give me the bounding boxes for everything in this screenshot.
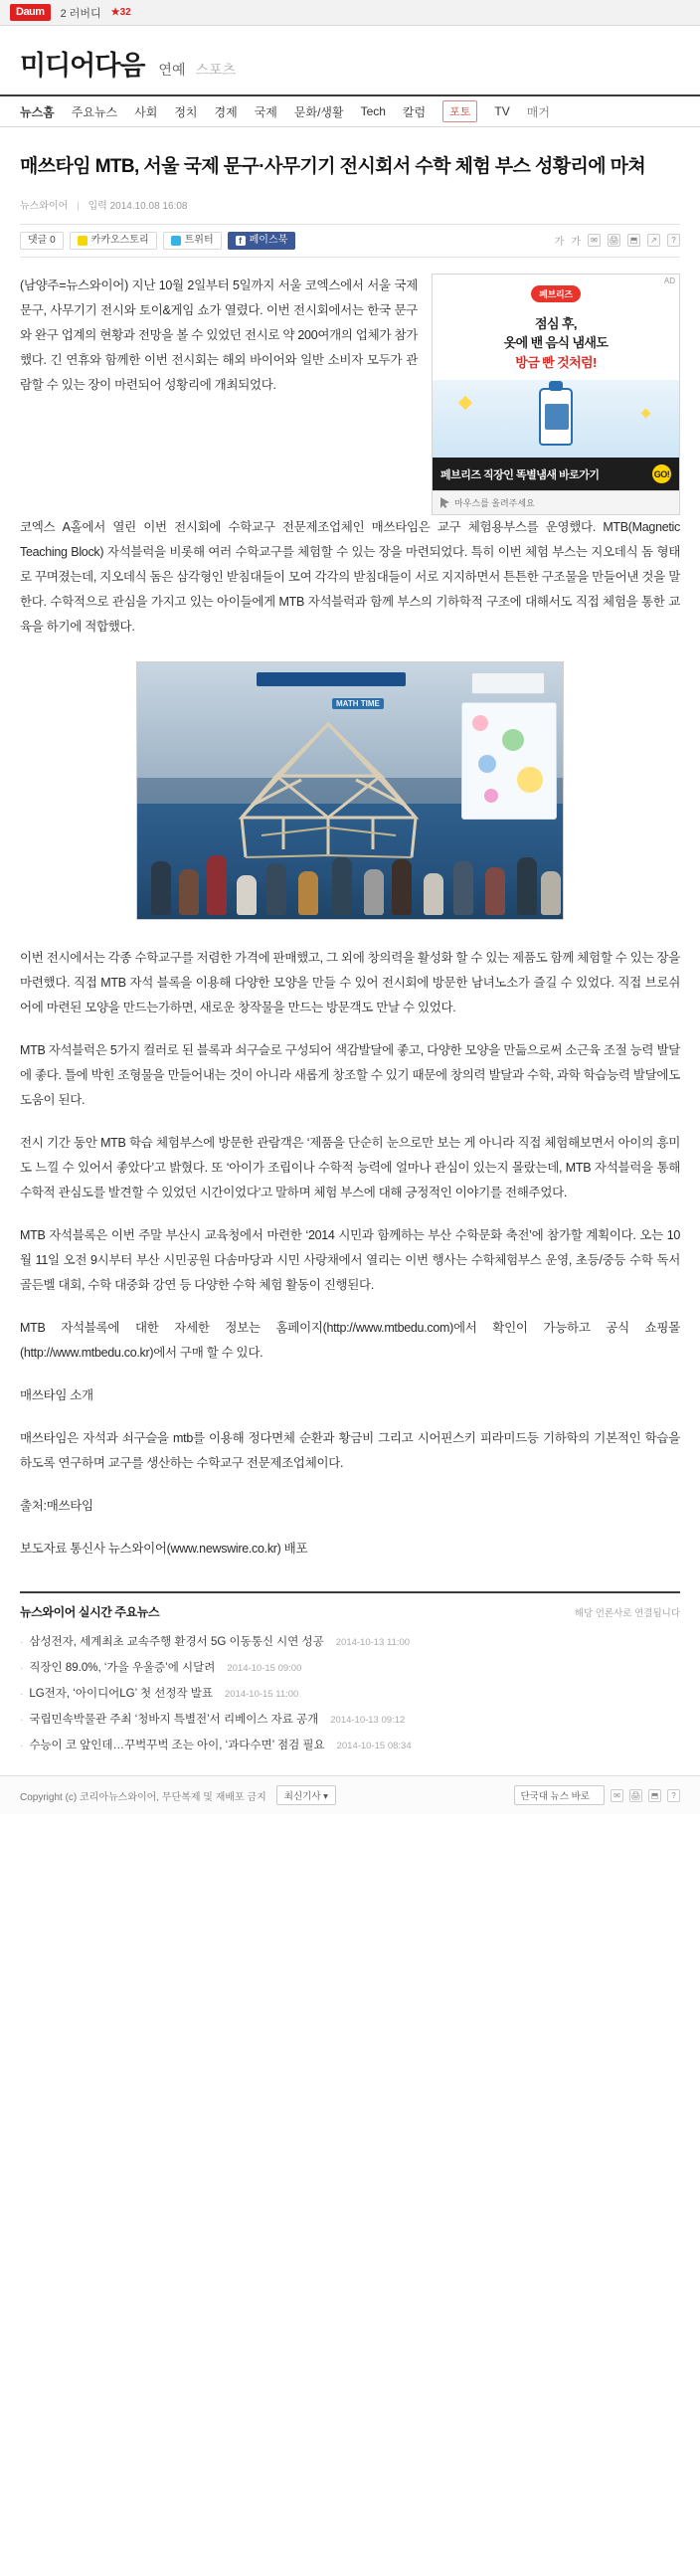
decorative-bubble	[472, 715, 488, 731]
font-smaller-button[interactable]: 가	[554, 237, 565, 249]
sparkle-icon	[458, 396, 472, 410]
top-bar	[0, 0, 700, 26]
print-icon[interactable]: 🖨	[630, 1790, 641, 1800]
section-current[interactable]: 연예	[158, 62, 186, 78]
mail-icon[interactable]: ✉	[588, 234, 601, 247]
font-larger-button[interactable]: 가	[571, 237, 581, 249]
sparkle-icon	[641, 409, 651, 419]
bullet-icon: ·	[20, 1715, 24, 1727]
person-figure	[151, 861, 171, 915]
list-item[interactable]	[20, 1628, 680, 1654]
ad-artwork	[433, 380, 679, 458]
photo-display-panel	[461, 702, 557, 820]
list-item[interactable]	[20, 1654, 680, 1680]
share-tools	[555, 233, 680, 248]
help-icon[interactable]: ?	[667, 234, 680, 247]
topbar-badge: ★32	[110, 7, 131, 18]
comment-button[interactable]: 댓글 0	[20, 232, 64, 250]
byline-published-label: 입력	[88, 200, 107, 212]
ad-go-button[interactable]: GO!	[652, 464, 671, 483]
list-item[interactable]	[20, 1706, 680, 1732]
related-item-text: LG전자, ‘아이디어LG’ 첫 선정작 발표	[29, 1688, 213, 1701]
scrap-icon[interactable]: ⬒	[627, 234, 640, 247]
topbar-link[interactable]: 2 러버디	[60, 7, 101, 20]
nav-item-politics[interactable]: 정치	[174, 104, 198, 119]
person-figure	[332, 857, 352, 915]
advertisement[interactable]	[432, 274, 680, 516]
person-figure	[207, 855, 227, 915]
person-figure	[266, 863, 286, 915]
share-row	[20, 224, 680, 258]
nav-item-international[interactable]: 국제	[254, 104, 277, 119]
main-nav	[0, 94, 700, 127]
daum-logo[interactable]: Daum	[10, 4, 51, 21]
list-item[interactable]	[20, 1680, 680, 1706]
nav-item-society[interactable]: 사회	[134, 104, 158, 119]
bullet-icon: ·	[20, 1741, 24, 1752]
nav-item-newshome[interactable]: 뉴스홈	[20, 104, 55, 119]
share-twitter-button[interactable]	[163, 232, 222, 250]
paragraph: MTB 자석블럭은 5가지 컬러로 된 블록과 쇠구슬로 구성되어 색감발달에 좋고, 다양한 모양을 만듦으로써 소근육 조절 능력 발달에 좋다. 틀에 박힌 조형물을 만들어내는 것이 아니라 새롭게 창조할 수 있기 때문에 창의력 발달과 수학, 과학 학습능력 발달에도 도움이 된다.	[20, 1043, 680, 1108]
ad-label: AD	[663, 276, 675, 285]
person-figure	[453, 861, 473, 915]
person-figure	[298, 871, 318, 915]
page-footer	[0, 1775, 700, 1814]
share-facebook-button[interactable]	[228, 232, 296, 250]
nav-item-topnews[interactable]: 주요뉴스	[71, 104, 118, 119]
ad-headline-line1: 점심 후,	[535, 315, 577, 331]
kakaostory-icon	[78, 236, 88, 246]
article-photo	[20, 661, 680, 920]
nav-item-column[interactable]: 칼럼	[402, 104, 427, 119]
exhibition-booth-photo	[136, 661, 564, 920]
nav-item-photo[interactable]: 포토	[442, 100, 477, 122]
article-body	[20, 258, 680, 1563]
nav-item-culture[interactable]: 문화/생활	[293, 104, 344, 119]
ad-headline-line3: 방금 빤 것처럼!	[515, 354, 597, 370]
help-icon[interactable]: ?	[667, 1789, 680, 1802]
ad-headline	[433, 306, 679, 373]
cursor-icon	[440, 497, 449, 508]
article	[0, 153, 700, 1757]
paragraph: 전시 기간 동안 MTB 학습 체험부스에 방문한 관람객은 ‘제품을 단순히 눈으로만 보는 게 아니라 직접 체험해보면서 아이의 흥미도 느낄 수 있어서 좋았다’고 밝혔다. 또 ‘아이가 조립이나 수학적 능력에 얼마나 관심이 있는지 몰랐는데, MTB 자석블럭을 통해 수학적 관심도를 발견할 수 있었던 시간이었다’고 말하며 체험 부스에 대해 긍정적인 이야기를 전해주었다.	[20, 1136, 680, 1200]
related-item-time: 2014-10-15 09:00	[227, 1663, 302, 1675]
person-figure	[541, 871, 561, 915]
ad-brand-label: 페브리즈	[531, 285, 581, 302]
nav-item-tech[interactable]: Tech	[360, 104, 386, 118]
byline: 뉴스와이어 | 입력 2014.10.08 16:08	[20, 200, 188, 212]
bullet-icon: ·	[20, 1689, 24, 1701]
nav-item-tv[interactable]: TV	[494, 104, 510, 118]
paragraph-distributor: 보도자료 통신사 뉴스와이어(www.newswire.co.kr) 배포	[20, 1542, 308, 1557]
related-item-time: 2014-10-13 09:12	[330, 1715, 406, 1727]
ad-cta-label: 페브리즈 직장인 똑별냄새 바로가기	[440, 468, 600, 481]
related-news	[20, 1591, 680, 1757]
section-alt[interactable]: 스포츠	[195, 62, 237, 78]
ad-footnote	[433, 490, 679, 514]
related-item-time: 2014-10-15 08:34	[336, 1741, 412, 1752]
print-icon[interactable]: 🖨	[609, 236, 619, 246]
scrap-icon[interactable]: ⬒	[648, 1789, 661, 1802]
decorative-bubble	[478, 755, 496, 773]
decorative-bubble	[484, 789, 498, 803]
person-figure	[424, 873, 443, 915]
paragraph: 매쓰타임은 자석과 쇠구슬을 mtb를 이용해 정다면체 순환과 황금비 그리고 시어핀스키 피라미드등 기하학의 기본적인 학습을 하도록 연구하며 교구를 생산하는 수학교구 전문제조업체이다.	[20, 1431, 680, 1471]
share-facebook-label: 페이스북	[249, 234, 288, 246]
paragraph: 코엑스 A홀에서 열린 이번 전시회에 수학교구 전문제조업체인 매쓰타임은 교구 체험용부스를 운영했다. MTB(Magnetic Teaching Block) 자석블럭을 비롯해 여러 수학교구를 체험할 수 있는 장을 마련되었다. 특히 이번 체험 부스는 지오데식 돔 형태로 꾸며졌는데, 지오데식 돔은 삼각형인 받침대들이 모여 각각의 받침대들이 서로 지지하면서 튼튼한 구조물을 만들어낸 것을 말한다. 수학적으로 관심을 가지고 있는 아이들에게 MTB 자석블럭과 함께 부스의 기하학적 구조에 대해서도 직접 체험을 통한 교육을 하기에 적합했다.	[20, 520, 680, 635]
related-news-title: 뉴스와이어 실시간 주요뉴스	[20, 1605, 160, 1620]
nav-item-economy[interactable]: 경제	[214, 104, 238, 119]
nav-item-magazine[interactable]: 매거	[526, 104, 550, 119]
photo-visitors	[137, 825, 563, 919]
person-figure	[485, 867, 505, 915]
paragraph: (남양주=뉴스와이어) 지난 10월 2일부터 5일까지 서울 코엑스에서 서울 국제 문구, 사무기기 전시와 토이&게임 쇼가 열렸다. 이번 전시회에서는 한국 문구와 완구 업계의 현황과 전망을 볼 수 있었던 전시로 약 200여개의 업체가 참가했다. 긴 연휴와 함께한 이번 전시회는 해외 바이어와 일반 소비자 모두가 관람할 수 있는 장이 마련되어 성황리에 개최되었다.	[20, 277, 418, 392]
related-item-time: 2014-10-13 11:00	[335, 1637, 411, 1649]
ad-cta[interactable]	[433, 458, 679, 490]
person-figure	[179, 869, 199, 915]
bullet-icon: ·	[20, 1663, 24, 1675]
paragraph-source: 출처:매쓰타임	[20, 1499, 93, 1514]
copyright-text: Copyright (c) 코리아뉴스와이어, 무단복제 및 재배포 금지	[20, 1791, 266, 1803]
person-figure	[237, 875, 257, 915]
photo-banner	[257, 672, 406, 686]
spray-bottle-icon	[539, 388, 573, 446]
related-news-note: 해당 언론사로 연결됩니다	[574, 1608, 680, 1620]
news-select[interactable]: 단국대 뉴스 바로	[514, 1785, 605, 1805]
page-title: 매쓰타임 MTB, 서울 국제 문구·사무기기 전시회서 수학 체험 부스 성황리에 마쳐	[20, 156, 646, 177]
paragraph: MTB 자석블록에 대한 자세한 정보는 홈페이지(http://www.mtbedu.com)에서 확인이 가능하고 공식 쇼핑몰(http://www.mtbedu.co.kr)에서 구매 할 수 있다.	[20, 1321, 680, 1361]
paragraph: 이번 전시에서는 각종 수학교구를 저렴한 가격에 판매했고, 그 외에 창의력을 활성화 할 수 있는 제품도 함께 체험할 수 있는 장을 마련했다. 직접 MTB 자석 블록을 이용해 다양한 모양을 만들 수 있어 전시회에 방문한 남녀노소가 즐길 수 있었다. 직접 브로쉬어에 마련된 모양을 만드는가하면, 새로운 창작물을 만드는 방문객도 만날 수 있었다.	[20, 951, 680, 1015]
photo-banner-right	[471, 672, 545, 694]
related-item-text: 국립민속박물관 주최 ‘청바지 특별전’서 리베이스 자료 공개	[29, 1714, 319, 1727]
twitter-icon	[171, 236, 181, 246]
related-item-text: 수능이 코 앞인데…꾸벅꾸벅 조는 아이, ‘과다수면’ 점검 필요	[29, 1740, 325, 1752]
booth-sign-label: MATH TIME	[332, 698, 384, 709]
site-brand[interactable]: 미디어다음	[20, 51, 145, 81]
ad-headline-line2: 옷에 밴 음식 냄새도	[503, 335, 609, 351]
share-kakaostory-label: 카카오스토리	[90, 234, 149, 246]
related-item-time: 2014-10-15 11:00	[225, 1689, 299, 1701]
related-item-text: 삼성전자, 세계최초 교속주행 환경서 5G 이동통신 시연 성공	[29, 1636, 324, 1649]
person-figure	[517, 857, 537, 915]
share-icon[interactable]: ↗	[647, 234, 660, 247]
masthead	[0, 26, 700, 94]
bullet-icon: ·	[20, 1637, 24, 1649]
mail-icon[interactable]: ✉	[611, 1789, 623, 1802]
facebook-icon: f	[236, 236, 246, 246]
ad-footnote-label: 마우스를 올려주세요	[454, 498, 535, 509]
person-figure	[392, 859, 412, 915]
list-item[interactable]	[20, 1732, 680, 1757]
byline-published: 2014.10.08 16:08	[109, 200, 188, 212]
byline-source: 뉴스와이어	[20, 200, 69, 212]
ad-brand	[433, 275, 679, 306]
person-figure	[364, 869, 384, 915]
decorative-bubble	[502, 729, 524, 751]
decorative-bubble	[517, 767, 543, 793]
share-twitter-label: 트위터	[184, 234, 214, 246]
paragraph-subheading: 매쓰타임 소개	[20, 1388, 93, 1403]
share-kakaostory-button[interactable]	[70, 232, 157, 250]
latest-news-button[interactable]: 최신기사 ▾	[276, 1785, 336, 1805]
related-item-text: 직장인 89.0%, ‘가을 우울증’에 시달려	[29, 1662, 216, 1675]
paragraph: MTB 자석블록은 이번 주말 부산시 교육청에서 마련한 ‘2014 시민과 함께하는 부산 수학문화 축전’에 참가할 계획이다. 오는 10월 11일 오전 9시부터 부산 시민공원 다솜마당과 시민 사랑채에서 열리는 이번 행사는 수학체험부스 운영, 초등/중등 수학 독서 골든벨 대회, 수학 대중화 강연 등 다양한 수학 체험 활동이 진행된다.	[20, 1228, 680, 1293]
